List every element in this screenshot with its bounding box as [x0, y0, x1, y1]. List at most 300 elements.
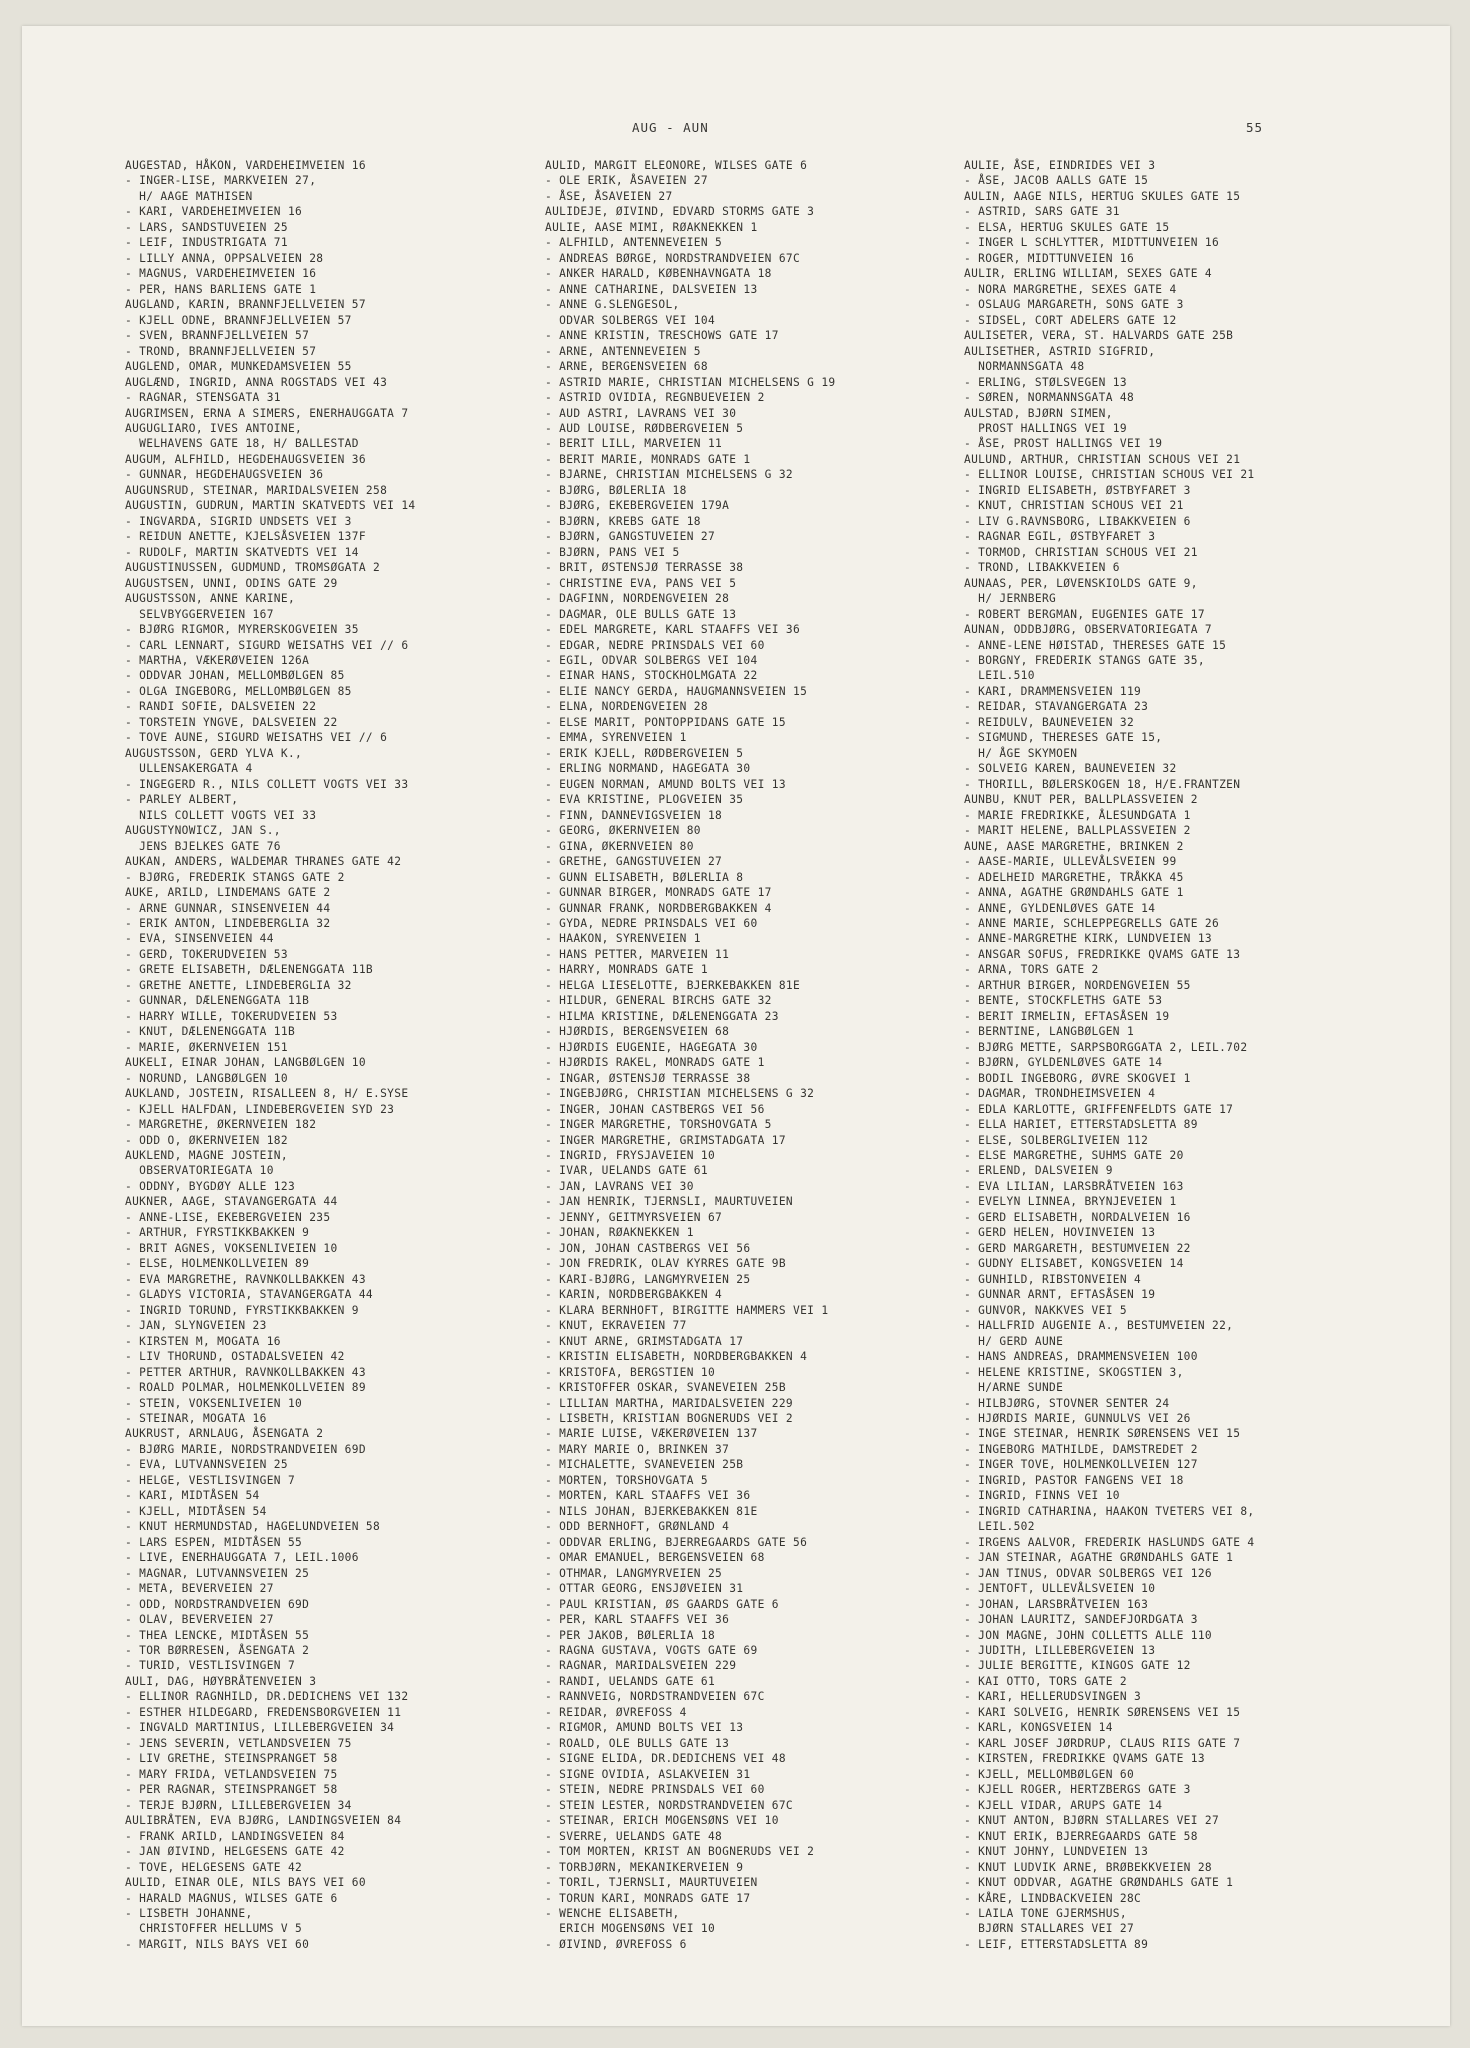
directory-entry: - HANS PETTER, MARVEIEN 11: [545, 947, 730, 961]
directory-entry: - BJØRG METTE, SARPSBORGGATA 2, LEIL.702: [964, 1040, 1248, 1054]
directory-entry: H/ARNE SUNDE: [964, 1381, 1064, 1395]
directory-entry: - TURID, VESTLISVINGEN 7: [125, 1659, 296, 1673]
directory-entry: - PAUL KRISTIAN, ØS GAARDS GATE 6: [545, 1597, 779, 1611]
directory-entry: - NORA MARGRETHE, SEXES GATE 4: [964, 282, 1177, 296]
directory-entry: - JAN, LAVRANS VEI 30: [545, 1179, 694, 1193]
directory-entry: - DAGMAR, OLE BULLS GATE 13: [545, 607, 737, 621]
directory-entry: - OSLAUG MARGARETH, SONS GATE 3: [964, 298, 1184, 312]
directory-entry: - IVAR, UELANDS GATE 61: [545, 1164, 708, 1178]
directory-entry: - INGRID, PASTOR FANGENS VEI 18: [964, 1473, 1184, 1487]
directory-entry: - HARALD MAGNUS, WILSES GATE 6: [125, 1891, 338, 1905]
directory-entry: - MICHALETTE, SVANEVEIEN 25B: [545, 1458, 744, 1472]
directory-entry: - JON, JOHAN CASTBERGS VEI 56: [545, 1241, 751, 1255]
directory-entry: - ERIK ANTON, LINDEBERGLIA 32: [125, 916, 331, 930]
directory-entry: - BERNTINE, LANGBØLGEN 1: [964, 1025, 1135, 1039]
directory-entry: - JAN TINUS, ODVAR SOLBERGS VEI 126: [964, 1566, 1212, 1580]
directory-entry: - TROND, LIBAKKVEIEN 6: [964, 561, 1120, 575]
directory-entry: - SØREN, NORMANNSGATA 48: [964, 391, 1135, 405]
directory-entry: - KNUT LUDVIK ARNE, BRØBEKKVEIEN 28: [964, 1860, 1212, 1874]
directory-entry: JENS BJELKES GATE 76: [125, 839, 281, 853]
directory-entry: - NILS JOHAN, BJERKEBAKKEN 81E: [545, 1504, 758, 1518]
directory-entry: - OLGA INGEBORG, MELLOMBØLGEN 85: [125, 684, 352, 698]
directory-entry: AUNBU, KNUT PER, BALLPLASSVEIEN 2: [964, 793, 1198, 807]
directory-entry: - ANNE, GYLDENLØVES GATE 14: [964, 901, 1156, 915]
directory-entry: - WENCHE ELISABETH,: [545, 1906, 680, 1920]
directory-entry: - ELLA HARIET, ETTERSTADSLETTA 89: [964, 1118, 1198, 1132]
directory-entry: - GYDA, NEDRE PRINSDALS VEI 60: [545, 916, 758, 930]
directory-entry: - PETTER ARTHUR, RAVNKOLLBAKKEN 43: [125, 1365, 366, 1379]
directory-entry: - MARY MARIE O, BRINKEN 37: [545, 1442, 730, 1456]
directory-entry: - EINAR HANS, STOCKHOLMGATA 22: [545, 669, 758, 683]
directory-entry: - TORIL, TJERNSLI, MAURTUVEIEN: [545, 1876, 758, 1890]
directory-entry: - RANDI, UELANDS GATE 61: [545, 1674, 716, 1688]
directory-entry: - LILLIAN MARTHA, MARIDALSVEIEN 229: [545, 1396, 793, 1410]
directory-entry: - FINN, DANNEVIGSVEIEN 18: [545, 808, 723, 822]
directory-entry: - FRANK ARILD, LANDINGSVEIEN 84: [125, 1829, 345, 1843]
directory-entry: - INGAR, ØSTENSJØ TERRASSE 38: [545, 1071, 751, 1085]
directory-entry: - ARNE, BERGENSVEIEN 68: [545, 360, 708, 374]
directory-entry: - LISBETH JOHANNE,: [125, 1906, 253, 1920]
directory-entry: - INGEGERD R., NILS COLLETT VOGTS VEI 33: [125, 777, 409, 791]
directory-entry: - MARGIT, NILS BAYS VEI 60: [125, 1937, 310, 1951]
directory-entry: - GUNVOR, NAKKVES VEI 5: [964, 1303, 1127, 1317]
directory-entry: - HALLFRID AUGENIE A., BESTUMVEIEN 22,: [964, 1319, 1234, 1333]
directory-entry: - KARI SOLVEIG, HENRIK SØRENSENS VEI 15: [964, 1705, 1241, 1719]
directory-entry: - INGRID CATHARINA, HAAKON TVETERS VEI 8,: [964, 1504, 1255, 1518]
directory-entry: - TOM MORTEN, KRIST AN BOGNERUDS VEI 2: [545, 1845, 815, 1859]
directory-entry: - BJØRN, PANS VEI 5: [545, 545, 680, 559]
directory-entry: - KARI, VARDEHEIMVEIEN 16: [125, 205, 303, 219]
directory-entry: - KNUT ERIK, BJERREGAARDS GATE 58: [964, 1829, 1198, 1843]
directory-entry: - TOVE AUNE, SIGURD WEISATHS VEI // 6: [125, 731, 388, 745]
directory-entry: - KJELL VIDAR, ARUPS GATE 14: [964, 1798, 1163, 1812]
directory-entry: AULID, MARGIT ELEONORE, WILSES GATE 6: [545, 159, 808, 172]
directory-entry: - IRGENS AALVOR, FREDERIK HASLUNDS GATE 4: [964, 1535, 1255, 1549]
directory-entry: - LILLY ANNA, OPPSALVEIEN 28: [125, 251, 324, 265]
directory-entry: - ANDREAS BØRGE, NORDSTRANDVEIEN 67C: [545, 251, 801, 265]
directory-entry: AULIE, AASE MIMI, RØAKNEKKEN 1: [545, 220, 758, 234]
directory-entry: - HJØRDIS EUGENIE, HAGEGATA 30: [545, 1040, 758, 1054]
directory-entry: - INGRID ELISABETH, ØSTBYFARET 3: [964, 483, 1191, 497]
directory-entry: - EDGAR, NEDRE PRINSDALS VEI 60: [545, 638, 765, 652]
directory-entry: - EMMA, SYRENVEIEN 1: [545, 731, 687, 745]
directory-entry: - EVA MARGRETHE, RAVNKOLLBAKKEN 43: [125, 1272, 366, 1286]
directory-entry: - BJØRG, EKEBERGVEIEN 179A: [545, 499, 730, 513]
directory-entry: - KJELL, MIDTÅSEN 54: [125, 1504, 267, 1518]
directory-entry: - PER RAGNAR, STEINSPRANGET 58: [125, 1783, 338, 1797]
directory-entry: - KRISTOFFER OSKAR, SVANEVEIEN 25B: [545, 1381, 786, 1395]
directory-entry: - KARI, DRAMMENSVEIEN 119: [964, 684, 1142, 698]
directory-entry: - HAAKON, SYRENVEIEN 1: [545, 932, 701, 946]
directory-entry: - JOHAN, RØAKNEKKEN 1: [545, 1226, 694, 1240]
directory-entry: - KARI, MIDTÅSEN 54: [125, 1489, 260, 1503]
directory-entry: AUGLAND, KARIN, BRANNFJELLVEIEN 57: [125, 298, 366, 312]
directory-entry: - ÅSE, JACOB AALLS GATE 15: [964, 174, 1149, 188]
directory-entry: - INGER MARGRETHE, GRIMSTADGATA 17: [545, 1133, 786, 1147]
directory-entry: - HILBJØRG, STOVNER SENTER 24: [964, 1396, 1170, 1410]
directory-entry: - GEORG, ØKERNVEIEN 80: [545, 824, 701, 838]
directory-entry: - HJØRDIS, BERGENSVEIEN 68: [545, 1025, 730, 1039]
directory-entry: - ELSE, HOLMENKOLLVEIEN 89: [125, 1257, 310, 1271]
directory-entry: - ANNE MARIE, SCHLEPPEGRELLS GATE 26: [964, 916, 1220, 930]
directory-entry: - BERIT MARIE, MONRADS GATE 1: [545, 452, 751, 466]
directory-entry: - GERD MARGARETH, BESTUMVEIEN 22: [964, 1241, 1191, 1255]
directory-entry: - JENS SEVERIN, VETLANDSVEIEN 75: [125, 1736, 352, 1750]
directory-entry: - REIDUN ANETTE, KJELSÅSVEIEN 137F: [125, 530, 366, 544]
directory-entry: - JAN HENRIK, TJERNSLI, MAURTUVEIEN: [545, 1195, 793, 1209]
directory-entry: AUKE, ARILD, LINDEMANS GATE 2: [125, 886, 331, 900]
directory-entry: - SVEN, BRANNFJELLVEIEN 57: [125, 329, 310, 343]
directory-entry: - ASTRID OVIDIA, REGNBUEVEIEN 2: [545, 391, 765, 405]
directory-entry: - BODIL INGEBORG, ØVRE SKOGVEI 1: [964, 1071, 1191, 1085]
directory-entry: - KNUT HERMUNDSTAD, HAGELUNDVEIEN 58: [125, 1520, 381, 1534]
directory-entry: AULIR, ERLING WILLIAM, SEXES GATE 4: [964, 267, 1212, 281]
directory-entry: - ERLING, STØLSVEGEN 13: [964, 375, 1127, 389]
directory-entry: - TORMOD, CHRISTIAN SCHOUS VEI 21: [964, 545, 1198, 559]
directory-entry: - BJARNE, CHRISTIAN MICHELSENS G 32: [545, 468, 793, 482]
directory-entry: - KAI OTTO, TORS GATE 2: [964, 1674, 1127, 1688]
directory-entry: PROST HALLINGS VEI 19: [964, 421, 1127, 435]
directory-entry: - INGER L SCHLYTTER, MIDTTUNVEIEN 16: [964, 236, 1220, 250]
directory-entry: - LIV THORUND, OSTADALSVEIEN 42: [125, 1350, 345, 1364]
directory-entry: - BJØRN, GANGSTUVEIEN 27: [545, 530, 716, 544]
directory-entry: - SIGMUND, THERESES GATE 15,: [964, 731, 1163, 745]
directory-entry: - SIDSEL, CORT ADELERS GATE 12: [964, 313, 1177, 327]
directory-entry: - GRETHE ANETTE, LINDEBERGLIA 32: [125, 978, 352, 992]
directory-entry: - INGER TOVE, HOLMENKOLLVEIEN 127: [964, 1458, 1198, 1472]
directory-entry: OBSERVATORIEGATA 10: [125, 1164, 274, 1178]
directory-entry: LEIL.502: [964, 1520, 1035, 1534]
directory-entry: - JENTOFT, ULLEVÅLSVEIEN 10: [964, 1582, 1156, 1596]
directory-entry: ERICH MOGENSØNS VEI 10: [545, 1922, 716, 1936]
directory-entry: - ARNA, TORS GATE 2: [964, 963, 1099, 977]
directory-entry: - KARI, HELLERUDSVINGEN 3: [964, 1690, 1142, 1704]
directory-entry: - TORUN KARI, MONRADS GATE 17: [545, 1891, 751, 1905]
directory-entry: - DAGFINN, NORDENGVEIEN 28: [545, 592, 730, 606]
directory-entry: - MAGNUS, VARDEHEIMVEIEN 16: [125, 267, 317, 281]
directory-entry: H/ ÅGE SKYMOEN: [964, 746, 1078, 760]
directory-entry: - INGRID, FRYSJAVEIEN 10: [545, 1149, 716, 1162]
directory-entry: - HELGA LIESELOTTE, BJERKEBAKKEN 81E: [545, 978, 801, 992]
directory-entry: - RUDOLF, MARTIN SKATVEDTS VEI 14: [125, 545, 359, 559]
directory-entry: - TORSTEIN YNGVE, DALSVEIEN 22: [125, 715, 338, 729]
directory-entry: - KJELL HALFDAN, LINDEBERGVEIEN SYD 23: [125, 1102, 395, 1116]
directory-entry: AUKNER, AAGE, STAVANGERGATA 44: [125, 1195, 338, 1209]
directory-entry: - HARRY WILLE, TOKERUDVEIEN 53: [125, 1009, 338, 1023]
directory-entry: - META, BEVERVEIEN 27: [125, 1582, 274, 1596]
directory-entry: - ELSE MARIT, PONTOPPIDANS GATE 15: [545, 715, 786, 729]
directory-entry: - KNUT, CHRISTIAN SCHOUS VEI 21: [964, 499, 1184, 513]
directory-entry: NORMANNSGATA 48: [964, 360, 1085, 374]
directory-entry: - ANSGAR SOFUS, FREDRIKKE QVAMS GATE 13: [964, 947, 1241, 961]
directory-entry: - AUD ASTRI, LAVRANS VEI 30: [545, 406, 737, 420]
directory-entry: - STEIN, VOKSENLIVEIEN 10: [125, 1396, 303, 1410]
directory-entry: - JAN ØIVIND, HELGESENS GATE 42: [125, 1845, 345, 1859]
directory-entry: - ELSE MARGRETHE, SUHMS GATE 20: [964, 1149, 1184, 1162]
directory-entry: - INGER MARGRETHE, TORSHOVGATA 5: [545, 1118, 772, 1132]
directory-entry: - HILDUR, GENERAL BIRCHS GATE 32: [545, 994, 772, 1008]
column-2: [545, 158, 965, 1952]
directory-entry: AUGUGLIARO, IVES ANTOINE,: [125, 421, 303, 435]
directory-entry: - ELSE, SOLBERGLIVEIEN 112: [964, 1133, 1149, 1147]
directory-entry: AUNAN, ODDBJØRG, OBSERVATORIEGATA 7: [964, 623, 1212, 637]
directory-entry: - GRETHE, GANGSTUVEIEN 27: [545, 855, 723, 869]
directory-entry: - RAGNA GUSTAVA, VOGTS GATE 69: [545, 1644, 758, 1657]
directory-entry: - ELNA, NORDENGVEIEN 28: [545, 700, 708, 714]
directory-entry: - ANNE KRISTIN, TRESCHOWS GATE 17: [545, 329, 779, 343]
directory-entry: - KRISTOFA, BERGSTIEN 10: [545, 1365, 716, 1379]
directory-entry: - ANNE-LISE, EKEBERGVEIEN 235: [125, 1210, 331, 1224]
directory-entry: - ÅSE, ÅSAVEIEN 27: [545, 189, 673, 203]
directory-entry: - ANKER HARALD, KØBENHAVNGATA 18: [545, 267, 772, 281]
directory-entry: - LAILA TONE GJERMSHUS,: [964, 1906, 1127, 1920]
directory-entry: - CARL LENNART, SIGURD WEISATHS VEI // 6: [125, 638, 409, 652]
directory-entry: - ALFHILD, ANTENNEVEIEN 5: [545, 236, 723, 250]
directory-entry: H/ JERNBERG: [964, 592, 1057, 606]
directory-entry: - ARNE, ANTENNEVEIEN 5: [545, 344, 701, 358]
directory-entry: - KLARA BERNHOFT, BIRGITTE HAMMERS VEI 1: [545, 1303, 829, 1317]
directory-entry: AUKLAND, JOSTEIN, RISALLEEN 8, H/ E.SYSE: [125, 1087, 409, 1101]
directory-entry: ODVAR SOLBERGS VEI 104: [545, 313, 716, 327]
directory-entry: - TOVE, HELGESENS GATE 42: [125, 1860, 303, 1874]
directory-entry: - ARTHUR, FYRSTIKKBAKKEN 9: [125, 1226, 310, 1240]
directory-entry: - JOHAN, LARSBRÅTVEIEN 163: [964, 1597, 1149, 1611]
directory-entry: - OTHMAR, LANGMYRVEIEN 25: [545, 1566, 723, 1580]
directory-entry: - INGRID TORUND, FYRSTIKKBAKKEN 9: [125, 1303, 359, 1317]
directory-entry: - ANNA, AGATHE GRØNDAHLS GATE 1: [964, 886, 1184, 900]
directory-entry: - REIDULV, BAUNEVEIEN 32: [964, 715, 1135, 729]
directory-entry: - JAN, SLYNGVEIEN 23: [125, 1319, 267, 1333]
directory-entry: - ERLEND, DALSVEIEN 9: [964, 1164, 1113, 1178]
directory-entry: LEIL.510: [964, 669, 1035, 683]
directory-entry: - OTTAR GEORG, ENSJØVEIEN 31: [545, 1582, 744, 1596]
directory-entry: - KNUT JOHNY, LUNDVEIEN 13: [964, 1845, 1149, 1859]
directory-entry: - SOLVEIG KAREN, BAUNEVEIEN 32: [964, 762, 1177, 776]
directory-entry: - PARLEY ALBERT,: [125, 793, 239, 807]
directory-entry: - JULIE BERGITTE, KINGOS GATE 12: [964, 1659, 1191, 1673]
directory-entry: - BERIT LILL, MARVEIEN 11: [545, 437, 723, 451]
directory-entry: AULISETHER, ASTRID SIGFRID,: [964, 344, 1156, 358]
directory-entry: - ANNE-LENE HØISTAD, THERESES GATE 15: [964, 638, 1227, 652]
directory-entry: - GUNNAR BIRGER, MONRADS GATE 17: [545, 886, 772, 900]
directory-entry: - ADELHEID MARGRETHE, TRÅKKA 45: [964, 870, 1184, 884]
directory-entry: - GINA, ØKERNVEIEN 80: [545, 839, 694, 853]
directory-entry: - PER JAKOB, BØLERLIA 18: [545, 1628, 716, 1642]
directory-entry: - GRETE ELISABETH, DÆLENENGGATA 11B: [125, 963, 373, 977]
column-3: [964, 158, 1384, 1952]
directory-entry: - THORILL, BØLERSKOGEN 18, H/E.FRANTZEN: [964, 777, 1241, 791]
directory-entry: - AUD LOUISE, RØDBERGVEIEN 5: [545, 421, 744, 435]
directory-entry: ULLENSAKERGATA 4: [125, 762, 253, 776]
page-number: 55: [1246, 120, 1264, 135]
directory-entry: - ARNE GUNNAR, SINSENVEIEN 44: [125, 901, 331, 915]
directory-entry: AULSTAD, BJØRN SIMEN,: [964, 406, 1113, 420]
directory-entry: AUNE, AASE MARGRETHE, BRINKEN 2: [964, 839, 1184, 853]
directory-entry: - INGER, JOHAN CASTBERGS VEI 56: [545, 1102, 765, 1116]
directory-entry: - STEINAR, ERICH MOGENSØNS VEI 10: [545, 1814, 779, 1828]
directory-entry: - TROND, BRANNFJELLVEIEN 57: [125, 344, 317, 358]
directory-entry: - THEA LENCKE, MIDTÅSEN 55: [125, 1628, 310, 1642]
directory-entry: - INGE STEINAR, HENRIK SØRENSENS VEI 15: [964, 1427, 1241, 1441]
directory-entry: - ESTHER HILDEGARD, FREDENSBORGVEIEN 11: [125, 1705, 402, 1719]
directory-entry: - KARL, KONGSVEIEN 14: [964, 1721, 1113, 1735]
directory-entry: - JAN STEINAR, AGATHE GRØNDAHLS GATE 1: [964, 1551, 1234, 1565]
directory-entry: - BJØRG RIGMOR, MYRERSKOGVEIEN 35: [125, 623, 359, 637]
directory-entry: - RAGNAR, MARIDALSVEIEN 229: [545, 1659, 737, 1673]
directory-entry: - BJØRN, KREBS GATE 18: [545, 514, 701, 528]
directory-entry: AULID, EINAR OLE, NILS BAYS VEI 60: [125, 1876, 366, 1890]
directory-entry: AULI, DAG, HØYBRÅTENVEIEN 3: [125, 1674, 317, 1688]
directory-entry: - KARI-BJØRG, LANGMYRVEIEN 25: [545, 1272, 751, 1286]
directory-entry: - JENNY, GEITMYRSVEIEN 67: [545, 1210, 723, 1224]
directory-entry: - LIV GRETHE, STEINSPRANGET 58: [125, 1752, 338, 1766]
directory-entry: - ARTHUR BIRGER, NORDENGVEIEN 55: [964, 978, 1191, 992]
directory-entry: - SVERRE, UELANDS GATE 48: [545, 1829, 723, 1843]
directory-entry: - KNUT, EKRAVEIEN 77: [545, 1319, 687, 1333]
directory-entry: - HANS ANDREAS, DRAMMENSVEIEN 100: [964, 1350, 1198, 1364]
directory-entry: - EVA, SINSENVEIEN 44: [125, 932, 274, 946]
directory-entry: AUKELI, EINAR JOHAN, LANGBØLGEN 10: [125, 1056, 366, 1070]
directory-entry: - KJELL ROGER, HERTZBERGS GATE 3: [964, 1783, 1191, 1797]
directory-entry: AULIBRÅTEN, EVA BJØRG, LANDINGSVEIEN 84: [125, 1814, 402, 1828]
directory-entry: - SIGNE ELIDA, DR.DEDICHENS VEI 48: [545, 1752, 786, 1766]
directory-entry: - GUDNY ELISABET, KONGSVEIEN 14: [964, 1257, 1184, 1271]
column-1: [125, 158, 545, 1952]
directory-entry: - LARS, SANDSTUVEIEN 25: [125, 220, 288, 234]
directory-entry: - GUNHILD, RIBSTONVEIEN 4: [964, 1272, 1142, 1286]
directory-entry: - TORBJØRN, MEKANIKERVEIEN 9: [545, 1860, 744, 1874]
directory-entry: - ODDVAR ERLING, BJERREGAARDS GATE 56: [545, 1535, 808, 1549]
directory-entry: - GERD HELEN, HOVINVEIEN 13: [964, 1226, 1156, 1240]
directory-entry: - JON FREDRIK, OLAV KYRRES GATE 9B: [545, 1257, 786, 1271]
directory-entry: - STEINAR, MOGATA 16: [125, 1411, 267, 1425]
directory-entry: - ØIVIND, ØVREFOSS 6: [545, 1937, 687, 1951]
directory-entry: AUGUSTSEN, UNNI, ODINS GATE 29: [125, 576, 338, 590]
directory-entry: - LISBETH, KRISTIAN BOGNERUDS VEI 2: [545, 1411, 793, 1425]
directory-entry: - NORUND, LANGBØLGEN 10: [125, 1071, 288, 1085]
directory-entry: - OLAV, BEVERVEIEN 27: [125, 1613, 274, 1627]
directory-entry: AUGUSTSSON, ANNE KARINE,: [125, 592, 296, 606]
directory-entry: AUKAN, ANDERS, WALDEMAR THRANES GATE 42: [125, 855, 402, 869]
directory-entry: AULIE, ÅSE, EINDRIDES VEI 3: [964, 159, 1156, 172]
directory-entry: - ASTRID MARIE, CHRISTIAN MICHELSENS G 19: [545, 375, 836, 389]
directory-entry: - ROALD, OLE BULLS GATE 13: [545, 1736, 730, 1750]
directory-entry: - EVA KRISTINE, PLOGVEIEN 35: [545, 793, 744, 807]
directory-entry: - ASTRID, SARS GATE 31: [964, 205, 1120, 219]
directory-entry: - RAGNAR, STENSGATA 31: [125, 391, 281, 405]
directory-entry: - EVA, LUTVANNSVEIEN 25: [125, 1458, 288, 1472]
directory-entry: - HJØRDIS MARIE, GUNNULVS VEI 26: [964, 1411, 1191, 1425]
directory-entry: - ELLINOR LOUISE, CHRISTIAN SCHOUS VEI 21: [964, 468, 1255, 482]
directory-entry: AULIN, AAGE NILS, HERTUG SKULES GATE 15: [964, 189, 1241, 203]
directory-entry: - HELGE, VESTLISVINGEN 7: [125, 1473, 296, 1487]
directory-entry: - ODD BERNHOFT, GRØNLAND 4: [545, 1520, 730, 1534]
directory-entry: AUGUNSRUD, STEINAR, MARIDALSVEIEN 258: [125, 483, 388, 497]
directory-entry: - BJØRG, FREDERIK STANGS GATE 2: [125, 870, 345, 884]
directory-entry: - BJØRG, BØLERLIA 18: [545, 483, 687, 497]
directory-entry: - KRISTIN ELISABETH, NORDBERGBAKKEN 4: [545, 1350, 808, 1364]
directory-entry: - BJØRN, GYLDENLØVES GATE 14: [964, 1056, 1163, 1070]
directory-entry: - MARIE, ØKERNVEIEN 151: [125, 1040, 288, 1054]
directory-entry: - ELIE NANCY GERDA, HAUGMANNSVEIEN 15: [545, 684, 808, 698]
directory-entry: - KNUT ARNE, GRIMSTADGATA 17: [545, 1334, 744, 1348]
directory-entry: - JUDITH, LILLEBERGVEIEN 13: [964, 1644, 1156, 1657]
directory-entry: - LEIF, ETTERSTADSLETTA 89: [964, 1937, 1149, 1951]
directory-entry: AUGLEND, OMAR, MUNKEDAMSVEIEN 55: [125, 360, 352, 374]
directory-entry: AUGLÆND, INGRID, ANNA ROGSTADS VEI 43: [125, 375, 388, 389]
directory-entry: - MARTHA, VÆKERØVEIEN 126A: [125, 654, 310, 667]
directory-entry: - EUGEN NORMAN, AMUND BOLTS VEI 13: [545, 777, 786, 791]
directory-entry: - ODD O, ØKERNVEIEN 182: [125, 1133, 288, 1147]
directory-entry: AUGUSTSSON, GERD YLVA K.,: [125, 746, 303, 760]
directory-entry: - RANNVEIG, NORDSTRANDVEIEN 67C: [545, 1690, 765, 1704]
directory-entry: AUGUSTYNOWICZ, JAN S.,: [125, 824, 281, 838]
directory-entry: AUGRIMSEN, ERNA A SIMERS, ENERHAUGGATA 7: [125, 406, 409, 420]
directory-entry: - KÅRE, LINDBACKVEIEN 28C: [964, 1891, 1142, 1905]
directory-entry: - MARY FRIDA, VETLANDSVEIEN 75: [125, 1767, 338, 1781]
directory-entry: - PER, KARL STAAFFS VEI 36: [545, 1613, 730, 1627]
directory-entry: AULIDEJE, ØIVIND, EDVARD STORMS GATE 3: [545, 205, 815, 219]
directory-entry: - BERIT IRMELIN, EFTASÅSEN 19: [964, 1009, 1170, 1023]
directory-entry: - INGER-LISE, MARKVEIEN 27,: [125, 174, 317, 188]
directory-entry: - HILMA KRISTINE, DÆLENENGGATA 23: [545, 1009, 779, 1023]
directory-entry: - REIDAR, STAVANGERGATA 23: [964, 700, 1149, 714]
directory-entry: - SIGNE OVIDIA, ASLAKVEIEN 31: [545, 1767, 751, 1781]
page-header: [22, 120, 1450, 150]
directory-entry: - STEIN, NEDRE PRINSDALS VEI 60: [545, 1783, 765, 1797]
directory-entry: - RAGNAR EGIL, ØSTBYFARET 3: [964, 530, 1156, 544]
directory-entry: AUKLEND, MAGNE JOSTEIN,: [125, 1149, 288, 1162]
directory-entry: - INGRID, FINNS VEI 10: [964, 1489, 1120, 1503]
directory-entry: AUGUSTIN, GUDRUN, MARTIN SKATVEDTS VEI 14: [125, 499, 416, 513]
directory-entry: - EDEL MARGRETE, KARL STAAFFS VEI 36: [545, 623, 801, 637]
directory-entry: - KNUT ANTON, BJØRN STALLARES VEI 27: [964, 1814, 1220, 1828]
directory-entry: - ODDNY, BYGDØY ALLE 123: [125, 1179, 296, 1193]
directory-entry: - ELSA, HERTUG SKULES GATE 15: [964, 220, 1170, 234]
directory-entry: - KARL JOSEF JØRDRUP, CLAUS RIIS GATE 7: [964, 1736, 1241, 1750]
directory-entry: - KIRSTEN M, MOGATA 16: [125, 1334, 281, 1348]
directory-entry: - ELLINOR RAGNHILD, DR.DEDICHENS VEI 132: [125, 1690, 409, 1704]
directory-entry: - GUNNAR, DÆLENENGGATA 11B: [125, 994, 310, 1008]
directory-entry: AUKRUST, ARNLAUG, ÅSENGATA 2: [125, 1427, 324, 1441]
directory-entry: SELVBYGGERVEIEN 167: [125, 607, 274, 621]
directory-entry: - ERIK KJELL, RØDBERGVEIEN 5: [545, 746, 744, 760]
directory-entry: - JON MAGNE, JOHN COLLETTS ALLE 110: [964, 1628, 1212, 1642]
directory-entry: - ÅSE, PROST HALLINGS VEI 19: [964, 437, 1163, 451]
directory-entry: - KNUT, DÆLENENGGATA 11B: [125, 1025, 296, 1039]
directory-entry: - ODDVAR JOHAN, MELLOMBØLGEN 85: [125, 669, 345, 683]
directory-entry: - EGIL, ODVAR SOLBERGS VEI 104: [545, 654, 758, 667]
directory-entry: - TOR BØRRESEN, ÅSENGATA 2: [125, 1644, 310, 1657]
directory-entry: - KIRSTEN, FREDRIKKE QVAMS GATE 13: [964, 1752, 1205, 1766]
directory-entry: - GLADYS VICTORIA, STAVANGERGATA 44: [125, 1288, 373, 1302]
directory-entry: WELHAVENS GATE 18, H/ BALLESTAD: [125, 437, 359, 451]
directory-entry: NILS COLLETT VOGTS VEI 33: [125, 808, 317, 822]
directory-entry: - INGEBJØRG, CHRISTIAN MICHELSENS G 32: [545, 1087, 815, 1101]
directory-entry: - TERJE BJØRN, LILLEBERGVEIEN 34: [125, 1798, 352, 1812]
directory-entry: - EVA LILIAN, LARSBRÅTVEIEN 163: [964, 1179, 1184, 1193]
directory-entry: - LIVE, ENERHAUGGATA 7, LEIL.1006: [125, 1551, 359, 1565]
directory-entry: - KNUT ODDVAR, AGATHE GRØNDAHLS GATE 1: [964, 1876, 1234, 1890]
directory-entry: - LIV G.RAVNSBORG, LIBAKKVEIEN 6: [964, 514, 1191, 528]
directory-entry: - RANDI SOFIE, DALSVEIEN 22: [125, 700, 317, 714]
directory-entry: - INGEBORG MATHILDE, DAMSTREDET 2: [964, 1442, 1198, 1456]
directory-entry: - BJØRG MARIE, NORDSTRANDVEIEN 69D: [125, 1442, 366, 1456]
directory-entry: - GERD ELISABETH, NORDALVEIEN 16: [964, 1210, 1191, 1224]
directory-entry: - GERD, TOKERUDVEIEN 53: [125, 947, 288, 961]
directory-entry: - ROBERT BERGMAN, EUGENIES GATE 17: [964, 607, 1205, 621]
directory-entry: - OLE ERIK, ÅSAVEIEN 27: [545, 174, 708, 188]
